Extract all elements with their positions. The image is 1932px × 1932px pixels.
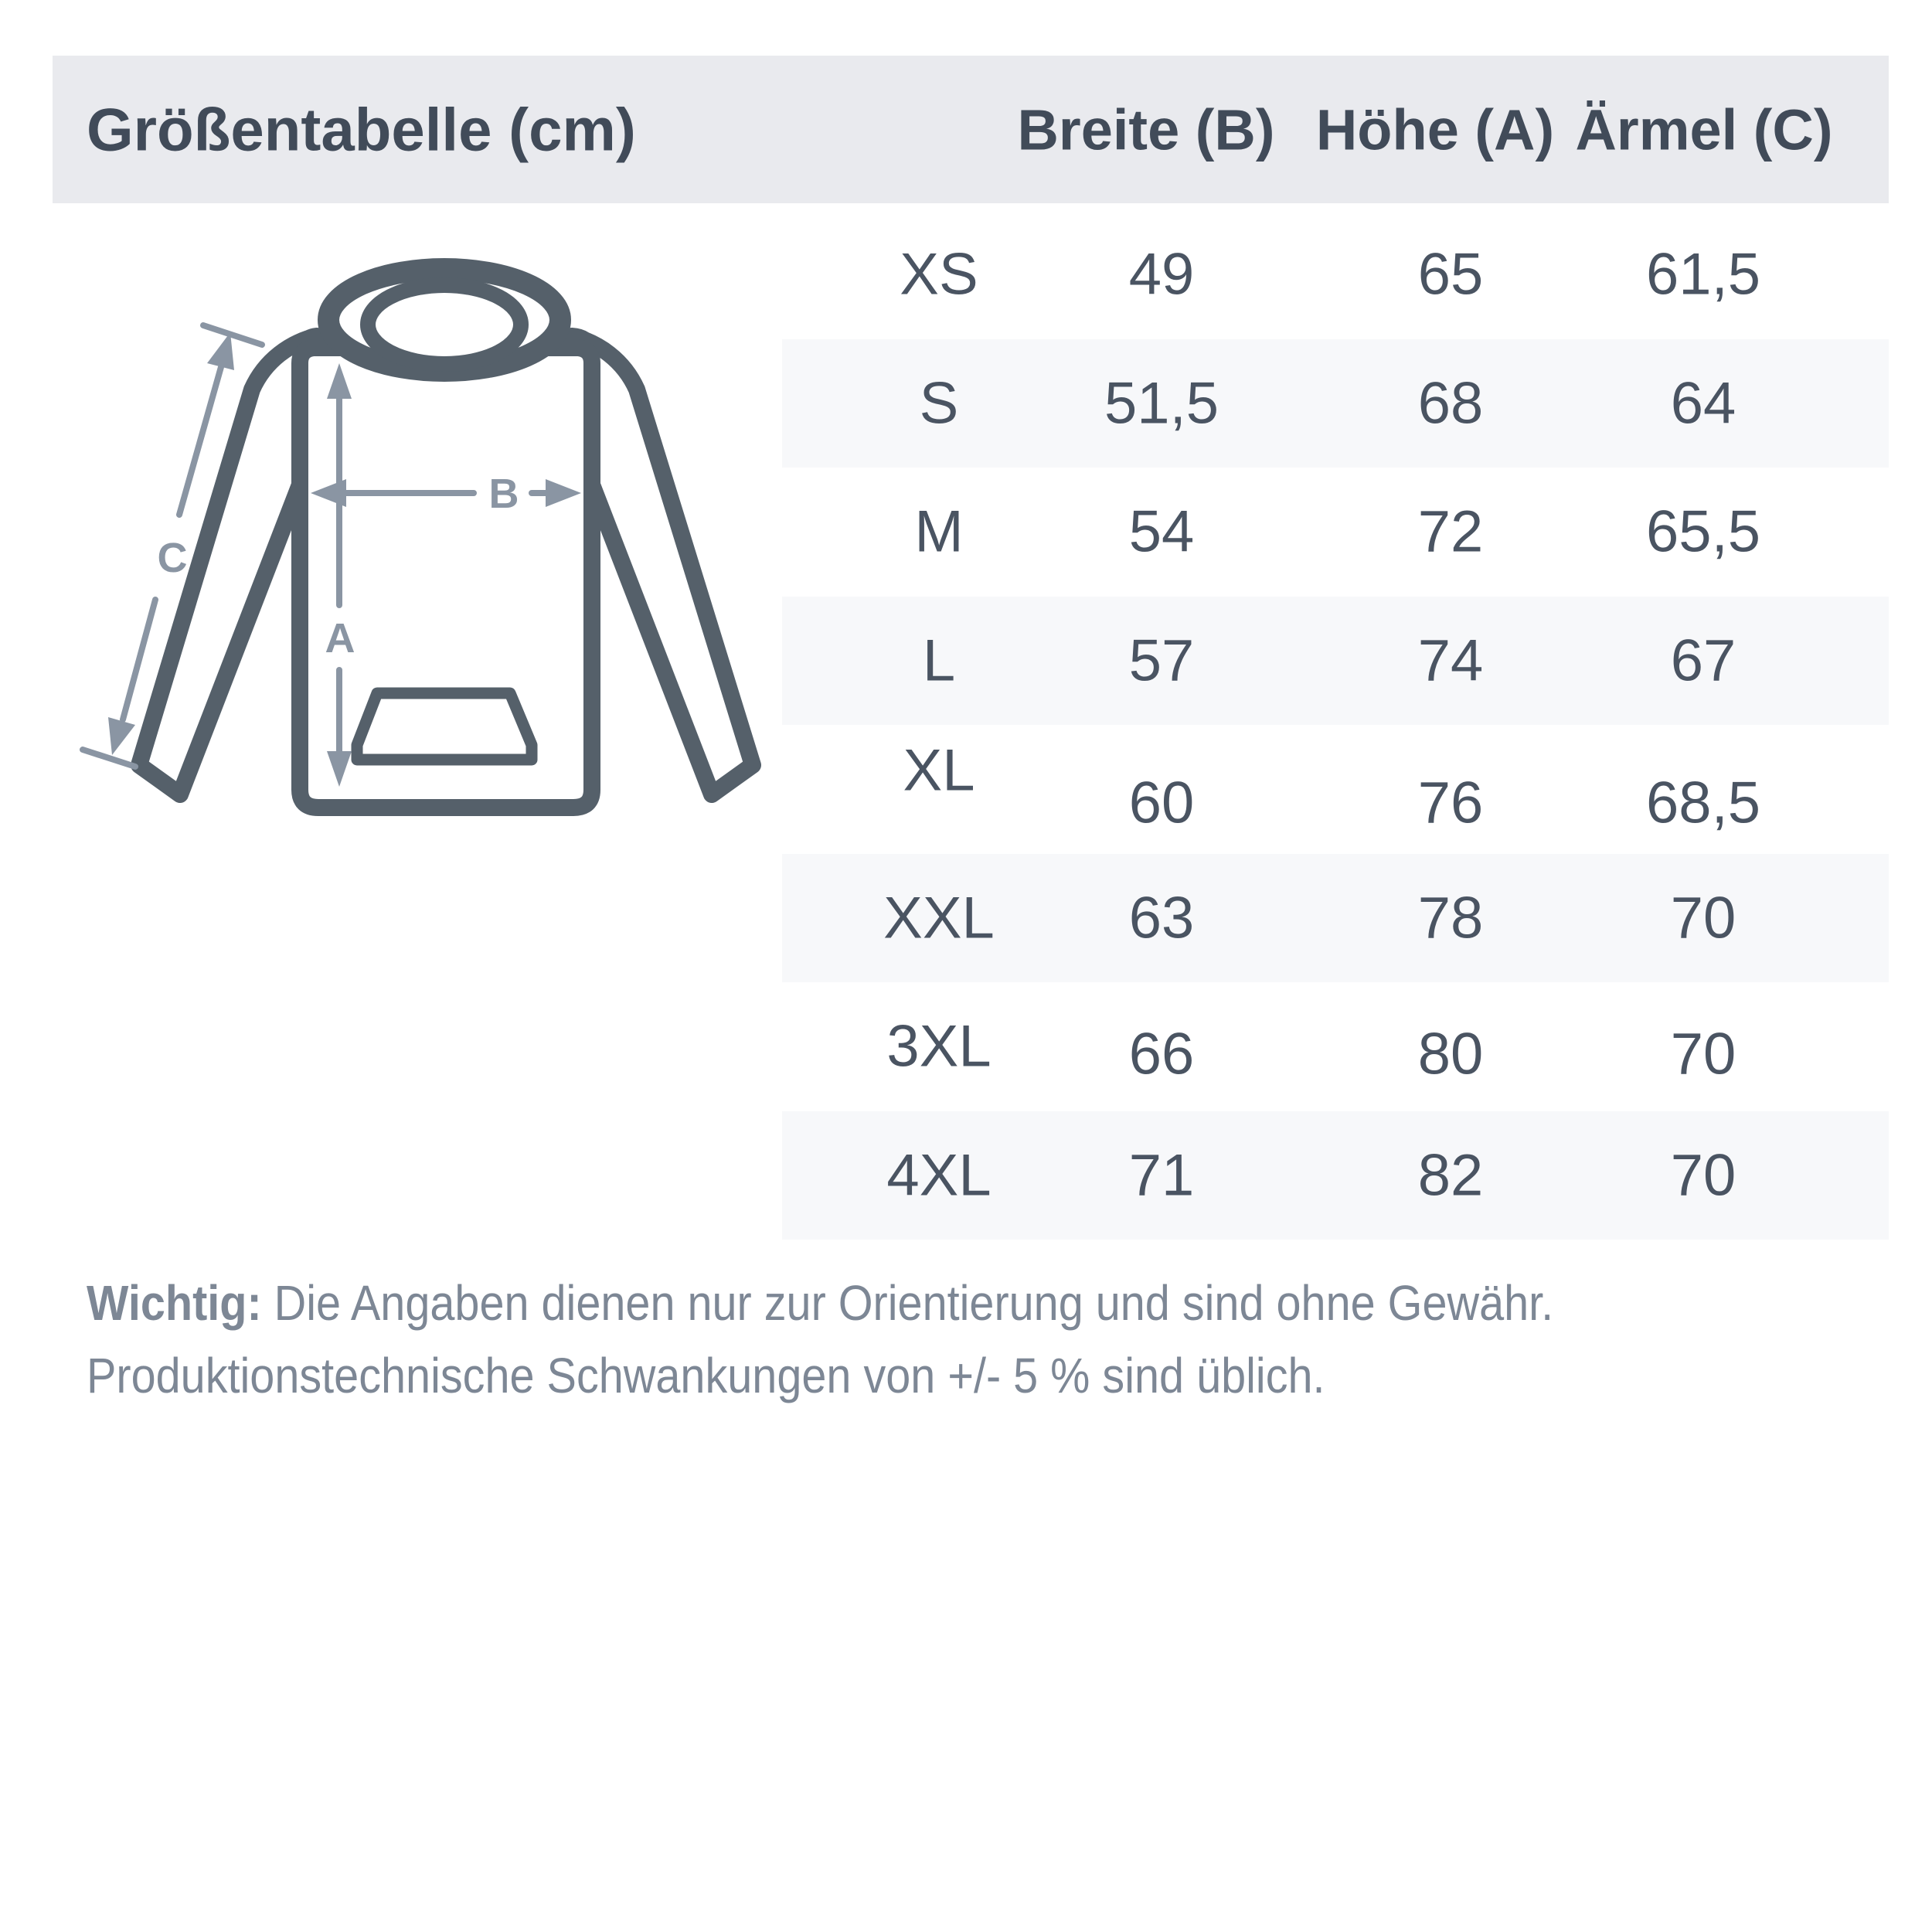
size-label: XL bbox=[903, 737, 975, 804]
aermel-value: 68,5 bbox=[1646, 770, 1760, 836]
breite-value: 71 bbox=[1128, 1142, 1195, 1209]
diagram-label-c: C bbox=[157, 535, 188, 581]
size-label: S bbox=[919, 370, 959, 437]
hoehe-value: 72 bbox=[1417, 498, 1484, 565]
aermel-value: 70 bbox=[1670, 1021, 1736, 1087]
page-title: Größentabelle (cm) bbox=[87, 95, 636, 163]
sleeve-end-tick-bottom bbox=[83, 750, 135, 767]
hoehe-value: 68 bbox=[1417, 370, 1484, 437]
hoodie-pocket bbox=[357, 693, 532, 760]
hoehe-value: 76 bbox=[1417, 770, 1484, 836]
hoehe-value: 78 bbox=[1417, 885, 1484, 951]
size-table bbox=[782, 210, 1889, 1240]
disclaimer-note bbox=[87, 1267, 1716, 1412]
hoodie-hood-opening bbox=[368, 285, 521, 364]
size-label: M bbox=[914, 498, 964, 565]
table-row-xs bbox=[782, 210, 1889, 339]
table-row-s bbox=[782, 339, 1889, 468]
table-row-4xl bbox=[782, 1111, 1889, 1240]
aermel-value: 67 bbox=[1670, 628, 1736, 694]
table-row-xxl bbox=[782, 854, 1889, 983]
size-label: 4XL bbox=[886, 1142, 992, 1209]
breite-value: 54 bbox=[1128, 498, 1195, 565]
diagram-label-a: A bbox=[325, 615, 355, 662]
table-row-xl bbox=[782, 725, 1889, 854]
disclaimer-prefix: Wichtig: bbox=[87, 1275, 262, 1331]
aermel-value: 70 bbox=[1670, 885, 1736, 951]
diagram-label-b: B bbox=[488, 471, 519, 517]
disclaimer-text-1: Die Angaben dienen nur zur Orientierung und sind ohne Gewähr. bbox=[261, 1275, 1554, 1331]
hoehe-value: 65 bbox=[1417, 241, 1484, 308]
disclaimer-line-1 bbox=[87, 1267, 1553, 1339]
disclaimer-line-2 bbox=[87, 1339, 1553, 1412]
size-label: XXL bbox=[883, 885, 995, 951]
table-row-l bbox=[782, 597, 1889, 726]
hoehe-value: 74 bbox=[1417, 628, 1484, 694]
size-label: XS bbox=[900, 241, 978, 308]
size-label: 3XL bbox=[886, 1013, 992, 1080]
breite-value: 57 bbox=[1128, 628, 1195, 694]
table-row-3xl bbox=[782, 982, 1889, 1111]
breite-value: 63 bbox=[1128, 885, 1195, 951]
table-row-m bbox=[782, 468, 1889, 597]
hoehe-value: 80 bbox=[1417, 1021, 1484, 1087]
disclaimer-text-2: Produktionstechnische Schwankungen von +/- 5 % sind üblich. bbox=[87, 1348, 1325, 1403]
table-header-bar bbox=[53, 56, 1889, 203]
breite-value: 51,5 bbox=[1104, 370, 1219, 437]
size-label: L bbox=[922, 628, 956, 694]
sleeve-end-tick-top bbox=[203, 325, 262, 345]
column-header-aermel: Ärmel (C) bbox=[1575, 97, 1833, 162]
aermel-value: 61,5 bbox=[1646, 241, 1760, 308]
column-header-hoehe: Höhe (A) bbox=[1315, 97, 1555, 162]
aermel-value: 70 bbox=[1670, 1142, 1736, 1209]
breite-value: 49 bbox=[1128, 241, 1195, 308]
aermel-value: 64 bbox=[1670, 370, 1736, 437]
sleeve-arrowhead-bottom-icon bbox=[108, 717, 135, 755]
breite-value: 66 bbox=[1128, 1021, 1195, 1087]
breite-value: 60 bbox=[1128, 770, 1195, 836]
column-header-breite: Breite (B) bbox=[1017, 97, 1275, 162]
hoodie-measurement-diagram bbox=[46, 216, 804, 912]
hoehe-value: 82 bbox=[1417, 1142, 1484, 1209]
aermel-value: 65,5 bbox=[1646, 498, 1760, 565]
